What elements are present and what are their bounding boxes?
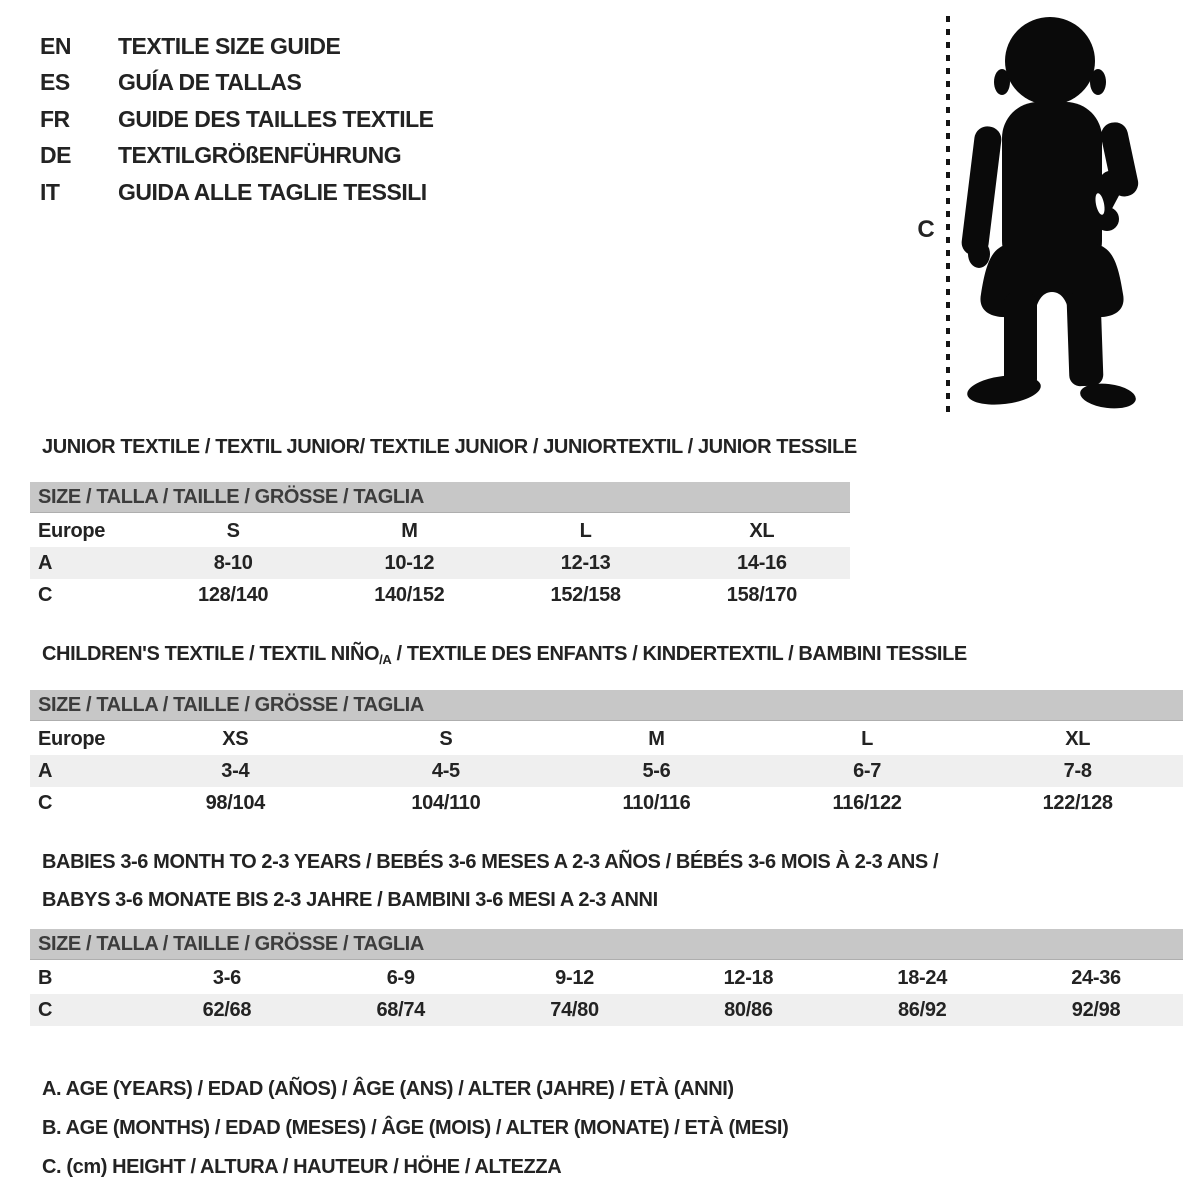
size-cell: M [648,728,665,750]
size-header-band: SIZE / TALLA / TAILLE / GRÖSSE / TAGLIA [30,482,850,513]
age-cell: 6-7 [853,760,882,782]
language-code: EN [40,32,71,59]
measurement-legend [42,1070,788,1187]
age-cell: 14-16 [737,552,787,574]
babies-size-table [30,929,1183,1026]
language-code: ES [40,69,70,96]
babies-title-line1: BABIES 3-6 MONTH TO 2-3 YEARS / BEBÉS 3-6 MESES A 2-3 AÑOS / BÉBÉS 3-6 MOIS À 2-3 ANS / [42,851,939,873]
height-measure-label: C [917,216,935,243]
language-label: GUIDE DES TAILLES TEXTILE [118,105,434,132]
table-row-height [30,994,1183,1026]
size-header-band: SIZE / TALLA / TAILLE / GRÖSSE / TAGLIA [30,690,1183,721]
size-cell: XS [222,728,249,750]
size-cell: XL [1065,728,1091,750]
children-title-subscript: /A [379,652,392,667]
height-cell: 98/104 [205,792,265,814]
age-cell: 12-13 [560,552,611,574]
age-cell: 10-12 [384,552,435,574]
babies-section-title [42,843,938,919]
table-row-age [30,755,1183,787]
height-cell: 116/122 [832,792,902,814]
table-row-height [30,579,850,611]
height-cell: 80/86 [724,999,773,1021]
size-cell: S [226,520,240,542]
table-row-months [30,962,1183,994]
size-cell: M [401,520,418,542]
height-cell: 128/140 [198,584,269,606]
height-cell: 104/110 [411,792,481,814]
junior-size-table [30,482,850,611]
language-list [40,28,434,211]
toddler-silhouette-icon [960,14,1142,416]
children-size-table [30,690,1183,819]
children-section-title [42,643,967,667]
legend-line-b: B. AGE (MONTHS) / EDAD (MESES) / ÂGE (MOIS) / ALTER (MONATE) / ETÀ (MESI) [42,1117,789,1139]
row-label: A [38,552,53,574]
age-cell: 4-5 [431,760,460,782]
children-title-prefix: CHILDREN'S TEXTILE / TEXTIL NIÑO [42,643,380,665]
language-code: IT [40,178,60,205]
size-cell: S [439,728,453,750]
age-cell: 7-8 [1063,760,1092,782]
row-label: Europe [38,520,106,542]
months-cell: 24-36 [1071,967,1121,989]
babies-title-line2: BABYS 3-6 MONATE BIS 2-3 JAHRE / BAMBINI 3-6 MESI A 2-3 ANNI [42,889,658,911]
row-label: C [38,999,53,1021]
height-cell: 152/158 [550,584,621,606]
table-row-age [30,547,850,579]
language-row-it [40,174,434,211]
months-cell: 6-9 [386,967,415,989]
height-cell: 158/170 [726,584,797,606]
height-cell: 68/74 [376,999,426,1021]
language-row-en [40,28,434,65]
height-cell: 74/80 [550,999,599,1021]
height-measure-dashed-line [946,16,950,416]
size-cell: XL [749,520,775,542]
row-label: C [38,792,53,814]
height-cell: 110/116 [622,792,691,814]
language-row-es [40,65,434,102]
table-row-europe [30,723,1183,755]
table-row-height [30,787,1183,819]
row-label: B [38,967,53,989]
legend-line-a: A. AGE (YEARS) / EDAD (AÑOS) / ÂGE (ANS) / ALTER (JAHRE) / ETÀ (ANNI) [42,1078,734,1100]
height-cell: 62/68 [202,999,252,1021]
table-row-europe [30,515,850,547]
age-cell: 8-10 [213,552,253,574]
height-cell: 92/98 [1071,999,1121,1021]
height-cell: 122/128 [1042,792,1113,814]
language-row-de [40,138,434,175]
junior-section-title: JUNIOR TEXTILE / TEXTIL JUNIOR/ TEXTILE JUNIOR / JUNIORTEXTIL / JUNIOR TESSILE [42,436,857,458]
size-header-band: SIZE / TALLA / TAILLE / GRÖSSE / TAGLIA [30,929,1183,960]
language-label: GUIDA ALLE TAGLIE TESSILI [118,178,427,205]
height-cell: 86/92 [897,999,947,1021]
size-cell: L [579,520,592,542]
row-label: Europe [38,728,106,750]
language-row-fr [40,101,434,138]
age-cell: 3-4 [221,760,250,782]
months-cell: 18-24 [897,967,948,989]
height-cell: 140/152 [374,584,445,606]
language-code: DE [40,142,71,169]
language-code: FR [40,105,70,132]
language-label: TEXTILE SIZE GUIDE [118,32,341,59]
row-label: A [38,760,53,782]
months-cell: 12-18 [723,967,774,989]
legend-line-c: C. (cm) HEIGHT / ALTURA / HAUTEUR / HÖHE / ALTEZZA [42,1156,562,1178]
age-cell: 5-6 [642,760,671,782]
children-title-suffix: / TEXTILE DES ENFANTS / KINDERTEXTIL / BAMBINI TESSILE [391,643,967,665]
language-label: GUÍA DE TALLAS [118,69,302,96]
months-cell: 3-6 [212,967,241,989]
row-label: C [38,584,53,606]
language-label: TEXTILGRÖßENFÜHRUNG [118,142,402,169]
months-cell: 9-12 [555,967,594,989]
size-cell: L [861,728,874,750]
